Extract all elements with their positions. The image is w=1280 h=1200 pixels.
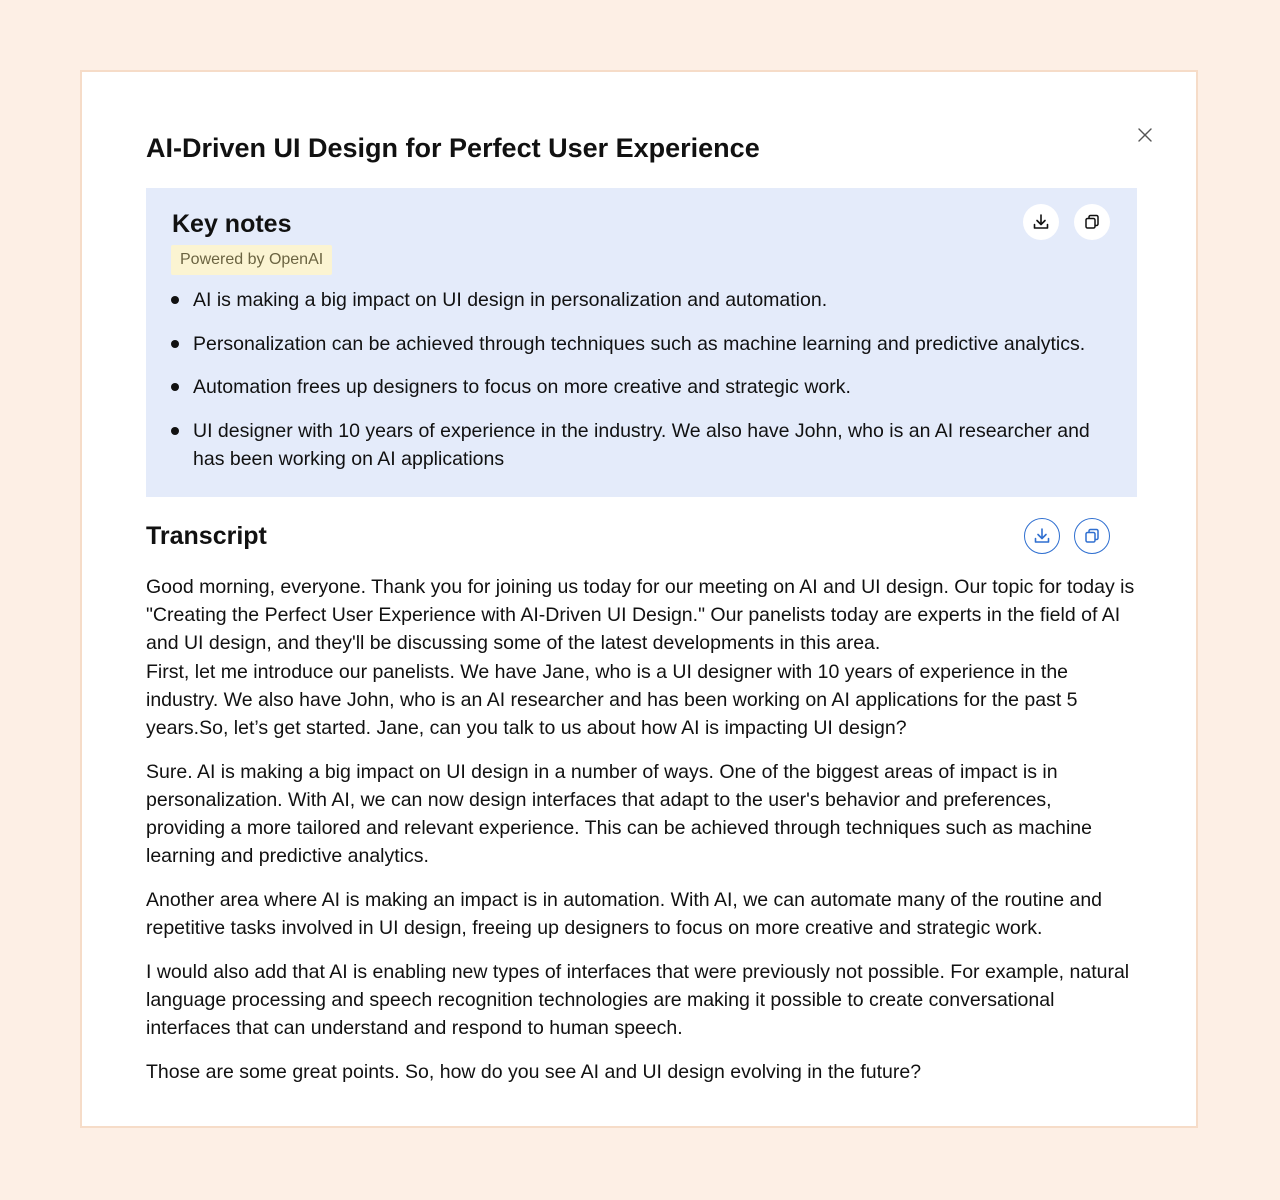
key-note-text: Personalization can be achieved through techniques such as machine learning and predictive analytics.	[193, 332, 1086, 355]
bullet-icon	[171, 383, 179, 391]
ai-summary-modal	[80, 70, 1198, 1128]
list-item	[146, 373, 1137, 401]
list-item	[146, 330, 1137, 358]
copy-icon	[1083, 527, 1101, 545]
key-note-text: Automation frees up designers to focus on more creative and strategic work.	[193, 376, 851, 398]
list-item	[146, 417, 1137, 473]
download-icon	[1032, 526, 1052, 546]
key-notes-download-button[interactable]	[1023, 204, 1059, 240]
transcript-line: Good morning, everyone. Thank you for joining us today for our meeting on AI and UI design. Our topic for today is "Creating the Perfect User Experience with AI-Driven UI Design." Our panelists today are experts in the field of AI and UI design, and they'll be discussing some of the latest developments in this area.	[146, 576, 1135, 655]
key-notes-heading: Key notes	[172, 210, 292, 238]
key-notes-copy-button[interactable]	[1074, 204, 1110, 240]
transcript-copy-button[interactable]	[1074, 518, 1110, 554]
transcript-body	[146, 573, 1136, 1102]
transcript-heading: Transcript	[146, 522, 267, 550]
transcript-paragraph: Those are some great points. So, how do you see AI and UI design evolving in the future?	[146, 1061, 922, 1084]
close-button[interactable]	[1136, 126, 1154, 144]
key-note-text: UI designer with 10 years of experience in the industry. We also have John, who is an AI researcher and has been working on AI applications	[193, 419, 1090, 470]
transcript-paragraph: Sure. AI is making a big impact on UI design in a number of ways. One of the biggest areas of impact is in personalization. With AI, we can now design interfaces that adapt to the user's behavior and preferences, providing a more tailored and relevant experience. This can be achieved through techniques such as machine learning and predictive analytics.	[146, 760, 1092, 868]
transcript-download-button[interactable]	[1024, 518, 1060, 554]
powered-by-badge: Powered by OpenAI	[171, 245, 332, 275]
key-notes-panel	[146, 188, 1137, 497]
modal-title: AI-Driven UI Design for Perfect User Experience	[146, 133, 760, 163]
download-icon	[1031, 212, 1051, 232]
bullet-icon	[171, 427, 179, 435]
copy-icon	[1083, 213, 1101, 231]
key-note-text: AI is making a big impact on UI design in personalization and automation.	[193, 289, 828, 311]
close-icon	[1136, 126, 1154, 144]
key-notes-list	[146, 286, 1137, 488]
transcript-paragraph: I would also add that AI is enabling new types of interfaces that were previously not possible. For example, natural language processing and speech recognition technologies are making it possible to create conversational interfaces that can understand and respond to human speech.	[146, 960, 1130, 1040]
bullet-icon	[171, 296, 179, 304]
transcript-paragraph: Another area where AI is making an impact is in automation. With AI, we can automate many of the routine and repetitive tasks involved in UI design, freeing up designers to focus on more creative and strategic work.	[146, 889, 1103, 940]
list-item	[146, 286, 1137, 314]
transcript-paragraph	[146, 573, 1136, 742]
transcript-line: First, let me introduce our panelists. We have Jane, who is a UI designer with 10 years of experience in the industry. We also have John, who is an AI researcher and has been working on AI applications for the past 5 years.So, let’s get started. Jane, can you talk to us about how AI is impacting UI design?	[146, 660, 1078, 740]
bullet-icon	[171, 340, 179, 348]
